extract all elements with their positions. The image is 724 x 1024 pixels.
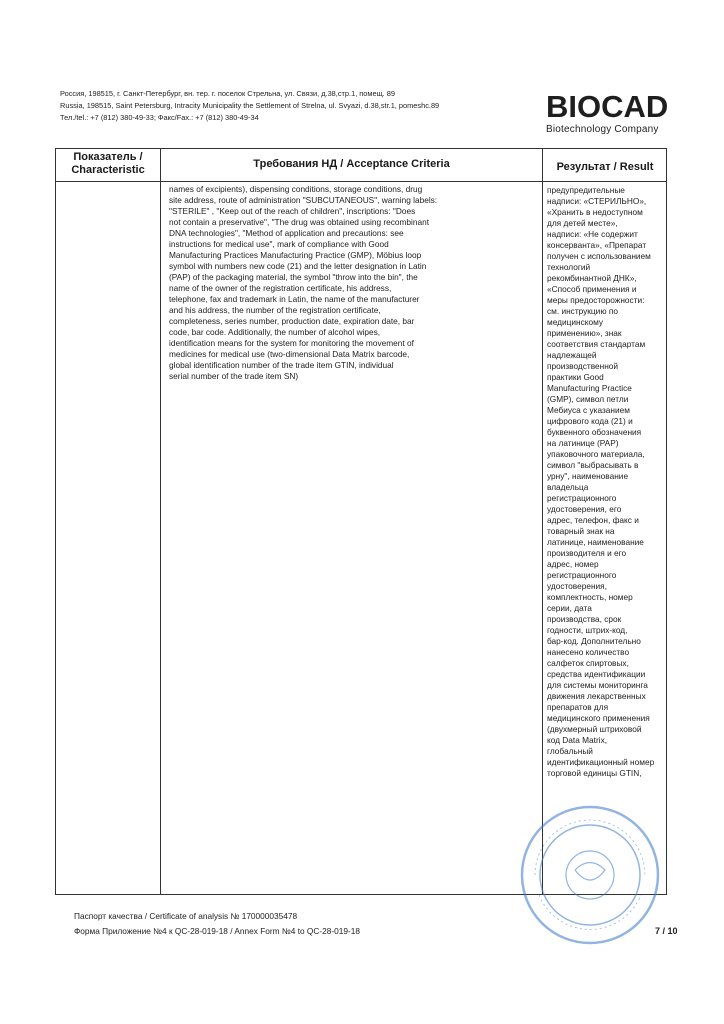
result-text-line: адрес, номер <box>547 559 599 569</box>
criteria-text-line: Manufacturing Practices Manufacturing Practice (GMP), Möbius loop <box>169 250 422 260</box>
address-en: Russia, 198515, Saint Petersburg, Intracity Municipality the Settlement of Strelna, ul. Svyazi, d.38,str.1, pomeshc.89 <box>60 101 440 110</box>
company-address-block <box>60 88 439 124</box>
result-text-line: комплектность, номер <box>547 592 633 602</box>
col1-header-line2: Characteristic <box>71 164 145 176</box>
result-text-line: годности, штрих-код, <box>547 625 628 635</box>
column-divider <box>542 149 543 894</box>
result-text-line: для детей месте», <box>547 218 618 228</box>
result-text-line: символ "выбрасывать в <box>547 460 639 470</box>
result-text-line: предупредительные <box>547 185 625 195</box>
criteria-text-line: symbol with numbers new code (21) and the letter designation in Latin <box>169 261 427 271</box>
result-text-line: цифрового кода (21) и <box>547 416 633 426</box>
result-text-line: медицинскому <box>547 317 604 327</box>
criteria-text-line: DNA technologies", "Method of application and precautions: see <box>169 228 404 238</box>
result-text-line: производителя и его <box>547 548 627 558</box>
result-text-line: получен с использованием <box>547 251 651 261</box>
result-text-line: надписи: «СТЕРИЛЬНО», <box>547 196 647 206</box>
criteria-text-line: serial number of the trade item SN) <box>169 371 299 381</box>
result-text-line: (GMP), символ петли <box>547 394 629 404</box>
result-text-line: буквенного обозначения <box>547 427 642 437</box>
col-result-header: Результат / Result <box>556 160 654 173</box>
criteria-text-line: identification means for the system for monitoring the movement of <box>169 338 414 348</box>
result-text-line: бар-код. Дополнительно <box>547 636 641 646</box>
result-text-line: меры предосторожности: <box>547 295 645 305</box>
criteria-text-line: global identification number of the trade item GTIN, individual <box>169 360 394 370</box>
result-text-line: рекомбинантной ДНК», <box>547 273 637 283</box>
result-text-line: консерванта», «Препарат <box>547 240 647 250</box>
logo-subtitle: Biotechnology Company <box>546 124 659 135</box>
result-text-line: медицинского применения <box>547 713 650 723</box>
result-text-line: удостоверения, его <box>547 504 622 514</box>
result-text-line: производственной <box>547 361 619 371</box>
result-text-line: «Способ применения и <box>547 284 637 294</box>
result-text-line: адрес, телефон, факс и <box>547 515 639 525</box>
criteria-text-line: name of the owner of the registration certificate, his address, <box>169 283 392 293</box>
result-text-line: регистрационного <box>547 493 617 503</box>
column-divider <box>160 149 161 894</box>
result-text-line: «Хранить в недоступном <box>547 207 643 217</box>
result-text-line: урну", наименование <box>547 471 629 481</box>
result-text-line: применению», знак <box>547 328 622 338</box>
address-ru: Россия, 198515, г. Санкт-Петербург, вн. тер. г. поселок Стрельна, ул. Связи, д.38,стр.1, помещ. 89 <box>60 89 396 98</box>
result-text-line: соответствия стандартам <box>547 339 646 349</box>
result-text-line: (двухмерный штриховой <box>547 724 642 734</box>
result-text-line: регистрационного <box>547 570 617 580</box>
criteria-text-line: site address, route of administration "SUBCUTANEOUS", warning labels: <box>169 195 438 205</box>
logo-text: BIOCAD <box>546 89 669 124</box>
col-criteria-header: Требования НД / Acceptance Criteria <box>253 157 450 170</box>
result-text-line: препаратов для <box>547 702 609 712</box>
result-text-line: технологий <box>547 262 591 272</box>
result-text-line: для системы мониторинга <box>547 680 648 690</box>
criteria-text-line: code, bar code. Additionally, the number of alcohol wipes, <box>169 327 381 337</box>
result-text-line: движения лекарственных <box>547 691 646 701</box>
result-text-line: владельца <box>547 482 589 492</box>
result-text-line: глобальный <box>547 746 593 756</box>
result-text-line: на латинице (PAP) <box>547 438 619 448</box>
col1-header-line1: Показатель / <box>73 151 143 163</box>
col-characteristic-header <box>56 149 160 179</box>
result-text-line: практики Good <box>547 372 604 382</box>
biocad-logo <box>546 89 686 135</box>
result-text-line: торговой единицы GTIN, <box>547 768 642 778</box>
result-text-line: средства идентификации <box>547 669 646 679</box>
result-text-line: надписи: «Не содержит <box>547 229 638 239</box>
criteria-text-line: medicines for medical use (two-dimensional Data Matrix barcode, <box>169 349 410 359</box>
result-text-line: см. инструкцию по <box>547 306 618 316</box>
result-text-line: Мебиуса с указанием <box>547 405 630 415</box>
criteria-text-line: names of excipients), dispensing conditions, storage conditions, drug <box>169 184 423 194</box>
acceptance-criteria-cell <box>169 184 469 382</box>
result-text-line: надлежащей <box>547 350 597 360</box>
result-text-line: латинице, наименование <box>547 537 644 547</box>
certificate-number: Паспорт качества / Certificate of analysis № 170000035478 <box>74 911 298 921</box>
criteria-text-line: telephone, fax and trademark in Latin, the name of the manufacturer <box>169 294 420 304</box>
result-text-line: идентификационный номер <box>547 757 655 767</box>
result-text-line: салфеток спиртовых, <box>547 658 629 668</box>
criteria-text-line: instructions for medical use", mark of compliance with Good <box>169 239 389 249</box>
phone-fax: Тел./tel.: +7 (812) 380-49-33; Факс/Fax.: +7 (812) 380-49-34 <box>60 113 259 122</box>
result-text-line: нанесено количество <box>547 647 630 657</box>
result-text-line: упаковочного материала, <box>547 449 645 459</box>
result-text-line: производства, срок <box>547 614 622 624</box>
criteria-text-line: not contain a preservative", "The drug was obtained using recombinant <box>169 217 430 227</box>
footer <box>74 909 360 939</box>
analysis-table <box>55 148 667 895</box>
result-text-line: код Data Matrix, <box>547 735 608 745</box>
result-cell <box>547 185 665 779</box>
result-text-line: удостоверения, <box>547 581 607 591</box>
result-text-line: серии, дата <box>547 603 592 613</box>
form-reference: Форма Приложение №4 к QC-28-019-18 / Annex Form №4 to QC-28-019-18 <box>74 926 360 936</box>
page-number: 7 / 10 <box>655 926 678 936</box>
criteria-text-line: (PAP) of the packaging material, the symbol "throw into the bin", the <box>169 272 418 282</box>
criteria-text-line: "STERILE" , "Keep out of the reach of children", inscriptions: "Does <box>169 206 416 216</box>
round-seal-stamp <box>515 800 665 950</box>
result-text-line: Manufacturing Practice <box>547 383 632 393</box>
result-text-line: товарный знак на <box>547 526 615 536</box>
criteria-text-line: and his address, the number of the registration certificate, <box>169 305 381 315</box>
criteria-text-line: completeness, series number, production date, expiration date, bar <box>169 316 415 326</box>
